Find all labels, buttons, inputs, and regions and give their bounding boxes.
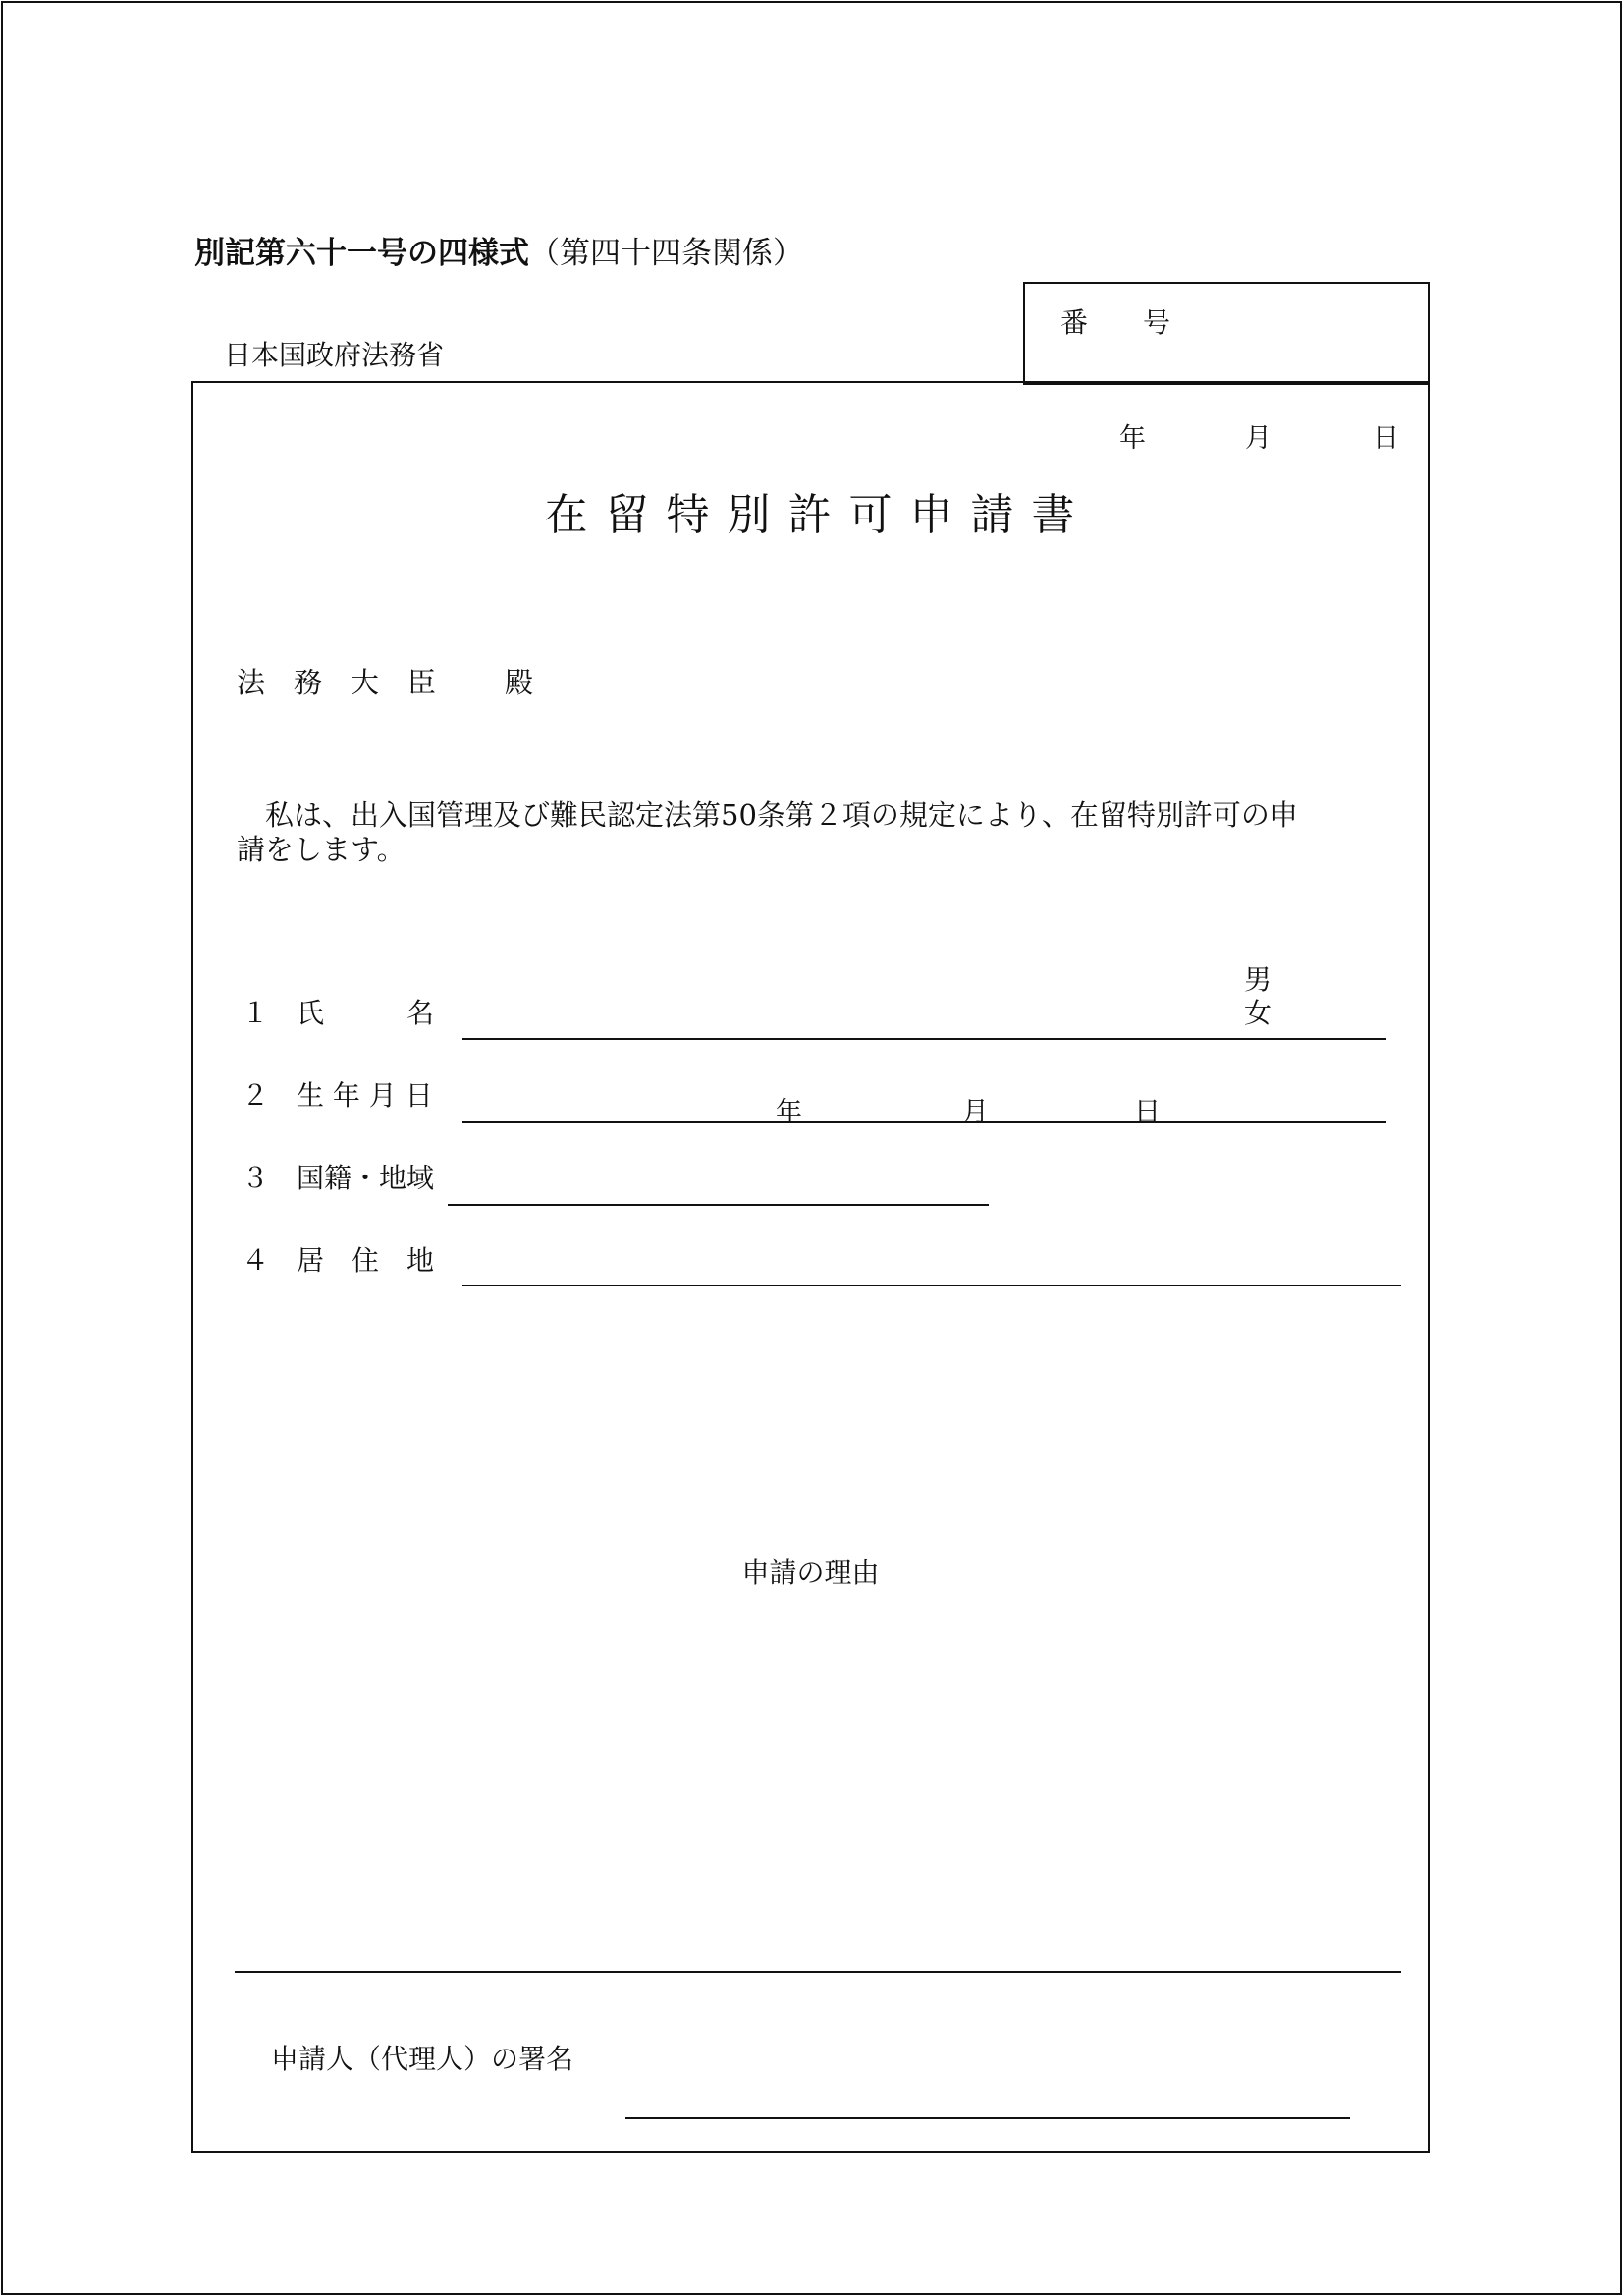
- date-day-label: 日: [1373, 423, 1399, 454]
- date-year-label: 年: [1119, 423, 1146, 454]
- nationality-label: ３ 国籍・地域: [242, 1162, 435, 1194]
- addressee-honorific: 殿: [505, 666, 534, 699]
- addressee-name: 法 務 大 臣: [237, 666, 437, 699]
- birth-date-label: ２ 生 年 月 日: [242, 1079, 433, 1112]
- residence-label: ４ 居 住 地: [242, 1244, 435, 1277]
- name-label: １ 氏 名: [242, 997, 435, 1029]
- document-title: 在 留 特 別 許 可 申 請 書: [544, 490, 1077, 540]
- birth-month-label: 月: [962, 1097, 989, 1127]
- sex-female-option[interactable]: 女: [1244, 997, 1272, 1029]
- signature-field-line[interactable]: [625, 2117, 1350, 2119]
- nationality-field-line[interactable]: [448, 1204, 989, 1206]
- statement-line-2: 請をします。: [237, 833, 406, 866]
- number-box: [1023, 282, 1430, 385]
- birth-date-field-line[interactable]: [462, 1121, 1386, 1123]
- residence-field-line[interactable]: [462, 1285, 1401, 1286]
- name-field-line[interactable]: [462, 1038, 1386, 1040]
- birth-year-label: 年: [776, 1097, 802, 1127]
- ministry-name: 日本国政府法務省: [224, 339, 445, 371]
- form-reference-sub: （第四十四条関係）: [529, 236, 803, 271]
- statement-line-1: 私は、出入国管理及び難民認定法第50条第２項の規定により、在留特別許可の申: [237, 798, 1298, 832]
- reason-label: 申請の理由: [741, 1557, 880, 1589]
- reason-bottom-line: [235, 1971, 1401, 1973]
- sex-male-option[interactable]: 男: [1244, 963, 1272, 996]
- signature-label: 申請人（代理人）の署名: [271, 2043, 574, 2075]
- form-reference-main: 別記第六十一号の四様式: [194, 236, 529, 271]
- birth-day-label: 日: [1134, 1097, 1161, 1127]
- date-month-label: 月: [1245, 423, 1271, 454]
- number-label: 番 号: [1060, 306, 1171, 339]
- form-reference: [194, 228, 803, 272]
